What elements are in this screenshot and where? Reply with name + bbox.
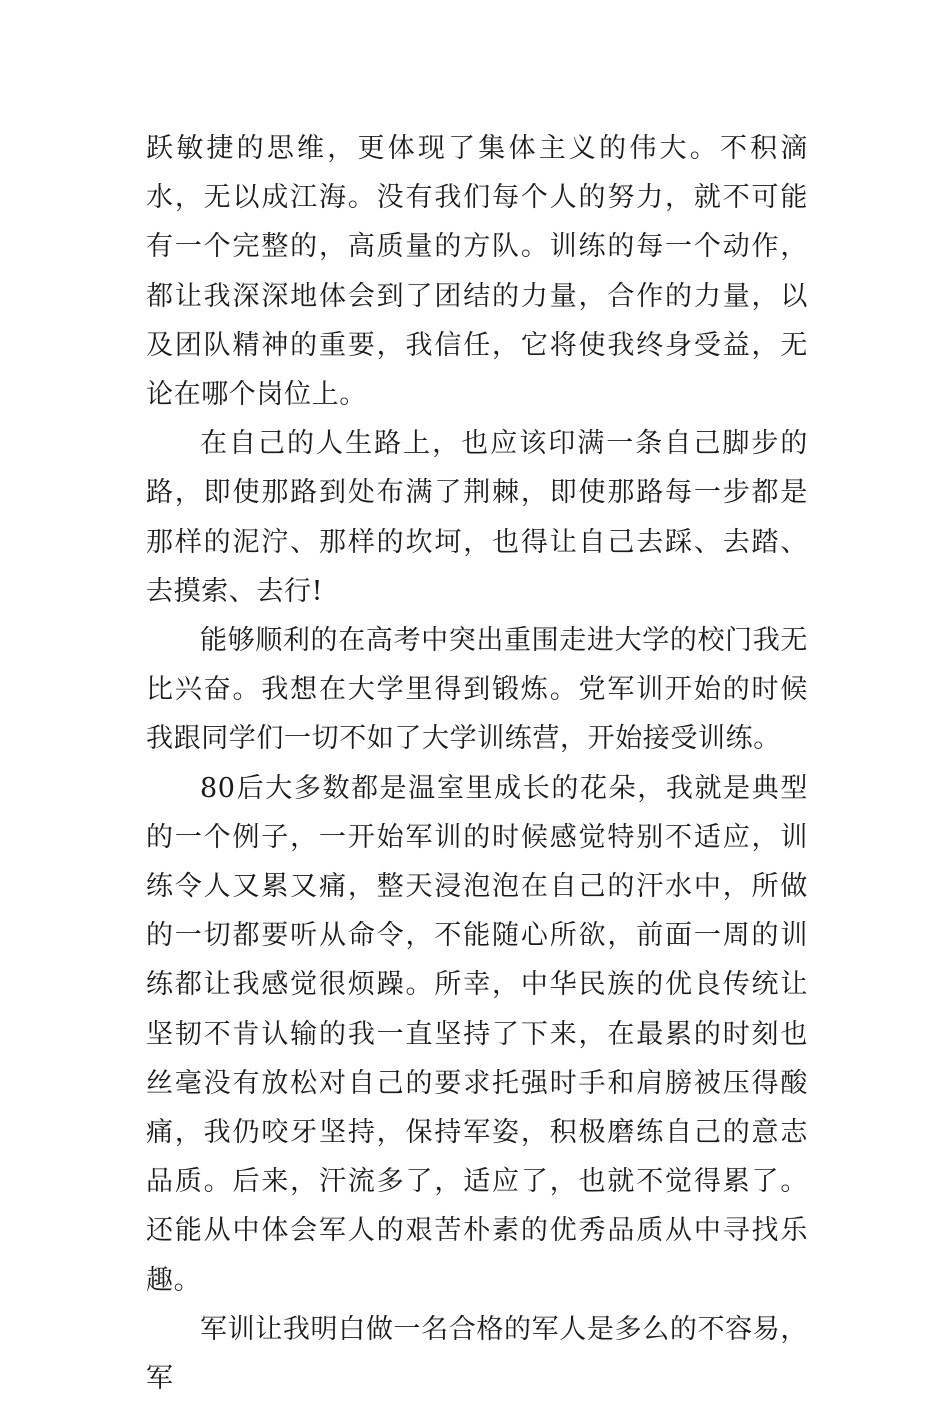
paragraph-continued: 跃敏捷的思维，更体现了集体主义的伟大。不积滴水，无以成江海。没有我们每个人的努力，就不可能有一个完整的，高质量的方队。训练的每一个动作，都让我深深地体会到了团结的力量，合作的力量，以及团队精神的重要，我信任，它将使我终身受益，无论在哪个岗位上。 [146,133,808,411]
document-page [146,124,808,1403]
paragraph-military-training: 80后大多数都是温室里成长的花朵，我就是典型的一个例子，一开始军训的时候感觉特别不适应，训练令人又累又痛，整天浸泡泡在自己的汗水中，所做的一切都要听从命令，不能随心所欲，前面一周的训练都让我感觉很烦躁。所幸，中华民族的优良传统让坚韧不肯认输的我一直坚持了下来，在最累的时刻也丝毫没有放松对自己的要求托强时手和肩膀被压得酸痛，我仍咬牙坚持，保持军姿，积极磨练自己的意志品质。后来，汗流多了，适应了，也就不觉得累了。还能从中体会军人的艰苦朴素的优秀品质从中寻找乐趣。 [146,772,808,1296]
paragraph-university: 能够顺利的在高考中突出重围走进大学的校门我无比兴奋。我想在大学里得到锻炼。党军训开始的时候我跟同学们一切不如了大学训练营，开始接受训练。 [146,625,808,755]
paragraph-qualified-soldier: 军训让我明白做一名合格的军人是多么的不容易，军 [146,1313,808,1395]
paragraph-life-path: 在自己的人生路上，也应该印满一条自己脚步的路，即使那路到处布满了荆棘，即使那路每一步都是那样的泥泞、那样的坎坷，也得让自己去踩、去踏、去摸索、去行! [146,428,808,607]
